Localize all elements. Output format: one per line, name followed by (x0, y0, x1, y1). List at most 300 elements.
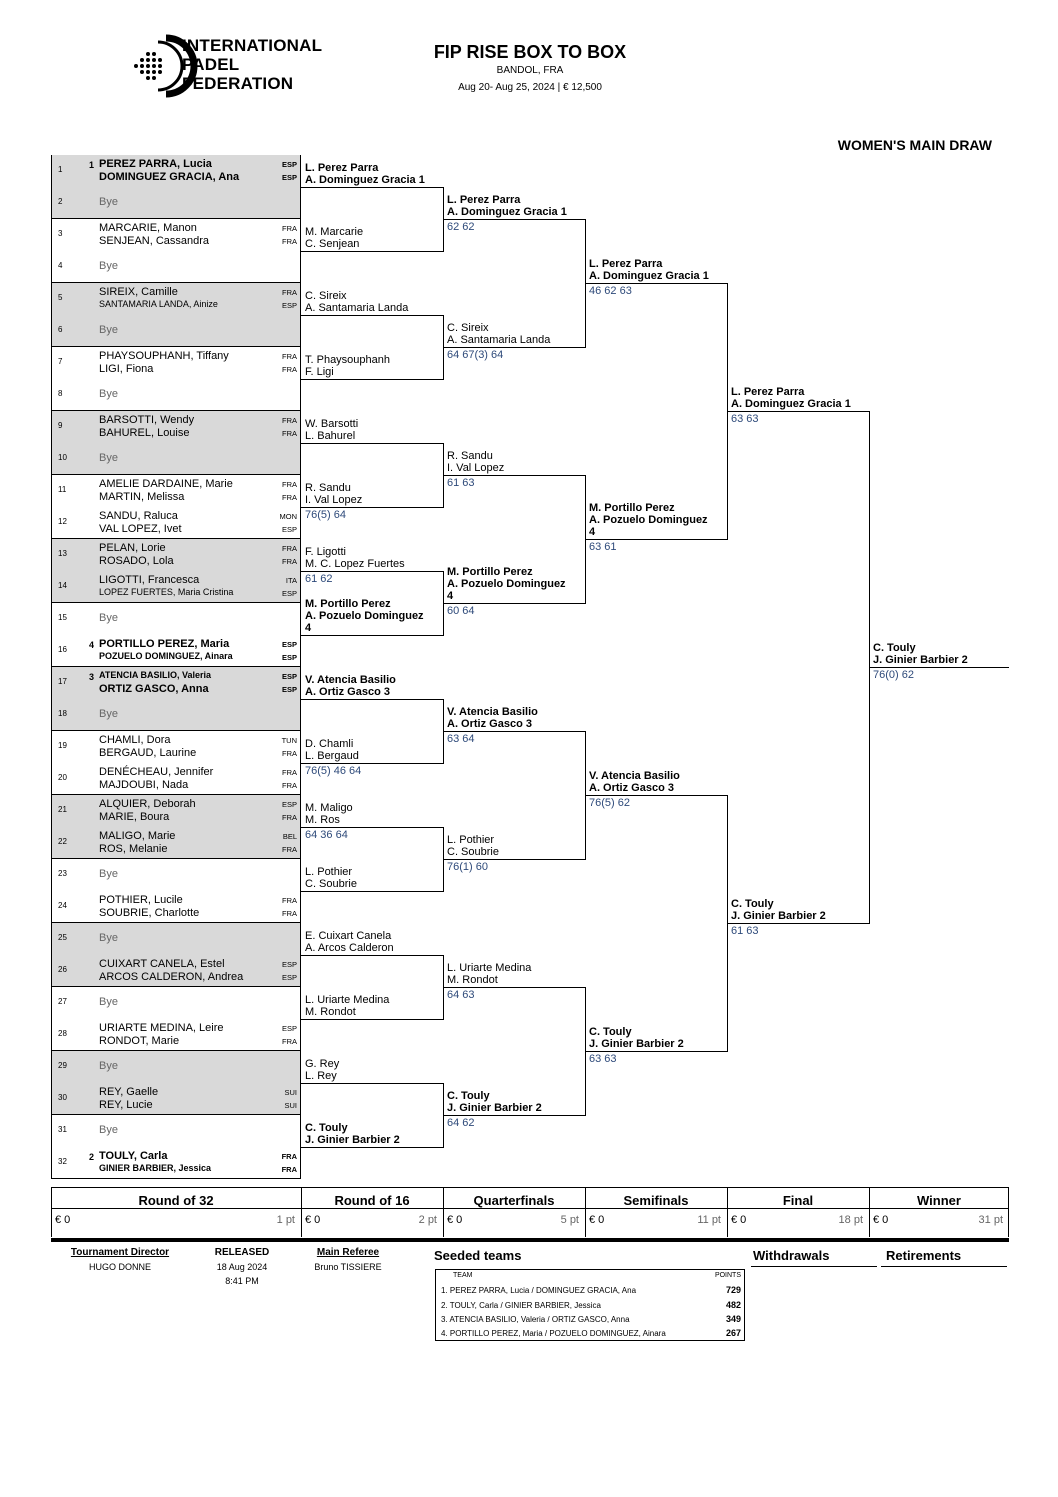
player-name: SOUBRIE, Charlotte (99, 907, 200, 919)
country-code: FRA (282, 429, 297, 438)
round-name: Winner (917, 1193, 961, 1208)
slot-number: 5 (58, 293, 63, 302)
slot-number: 18 (58, 709, 67, 718)
slot-number: 25 (58, 933, 67, 942)
round16-line (301, 699, 443, 700)
player-name: PORTILLO PEREZ, Maria (99, 638, 230, 650)
draw-slot (51, 795, 301, 827)
semifinals_in-team-line2: A. Dominguez Gracia 1 (589, 270, 709, 282)
round-prize: € 0 (447, 1214, 463, 1226)
player-name: TOULY, Carla (99, 1150, 168, 1162)
round16-score: 76(5) 46 64 (305, 765, 362, 777)
semifinals_in-line (585, 539, 727, 540)
seeded-row-team: 4. PORTILLO PEREZ, Maria / POZUELO DOMINGUEZ, Ainara (441, 1329, 666, 1338)
quarterfinals_in-line (443, 347, 585, 348)
quarterfinals_in-team-line1: L. Uriarte Medina (447, 962, 532, 974)
slot-number: 23 (58, 869, 67, 878)
player-name: BAHUREL, Louise (99, 427, 190, 439)
quarterfinals_in-team-line1: C. Touly (447, 1090, 490, 1102)
round16-team-line1: L. Uriarte Medina (305, 994, 390, 1006)
tournament-dates: Aug 20- Aug 25, 2024 | € 12,500 (458, 82, 602, 93)
draw-slot (51, 187, 301, 219)
slot-number: 17 (58, 677, 67, 686)
player-name: ROS, Melanie (99, 843, 168, 855)
semifinals_in-team-line1: L. Perez Parra (589, 258, 663, 270)
quarterfinals_in-team-line1: L. Pothier (447, 834, 495, 846)
country-code: FRA (281, 1152, 297, 1161)
seed-number: 3 (89, 672, 95, 682)
slot-number: 27 (58, 997, 67, 1006)
country-code: ESP (281, 672, 297, 681)
round16-score: 61 62 (305, 573, 333, 585)
quarterfinals_in-team-line2: A. Santamaria Landa (447, 334, 551, 346)
round16-team-line2: A. Arcos Calderon (305, 942, 394, 954)
round16-team-line1: C. Sireix (305, 290, 347, 302)
seeded-row-points: 729 (725, 1285, 741, 1295)
slot-number: 22 (58, 837, 67, 846)
round16-team-line2: M. Ros (305, 814, 340, 826)
player-name: MAJDOUBI, Nada (99, 779, 189, 791)
country-code: ESP (281, 525, 297, 534)
country-code: FRA (282, 813, 297, 822)
round16-team-line2: L. Bahurel (305, 430, 356, 442)
round16-team-line2: F. Ligi (305, 366, 334, 378)
country-code: FRA (282, 557, 297, 566)
country-code: ESP (281, 960, 297, 969)
referee-name: Bruno TISSIERE (314, 1262, 382, 1272)
country-code: FRA (282, 352, 297, 361)
bye-label: Bye (99, 388, 118, 400)
round-points: 1 pt (276, 1214, 295, 1226)
draw-slot (51, 667, 301, 699)
player-name: BARSOTTI, Wendy (99, 414, 195, 426)
seeded-title: Seeded teams (434, 1248, 522, 1263)
country-code: SUI (284, 1101, 297, 1110)
round16-line (301, 1147, 443, 1148)
player-name: LOPEZ FUERTES, Maria Cristina (99, 587, 234, 597)
draw-slot (51, 923, 301, 955)
quarterfinals_in-team-line2: A. Dominguez Gracia 1 (447, 206, 567, 218)
slot-number: 13 (58, 549, 67, 558)
final_in-team-line1: C. Touly (731, 898, 774, 910)
slot-number: 7 (58, 357, 63, 366)
slot-number: 31 (58, 1125, 67, 1134)
draw-slot (51, 1147, 301, 1179)
player-name: BERGAUD, Laurine (99, 747, 197, 759)
player-name: POZUELO DOMINGUEZ, Ainara (99, 651, 233, 661)
player-name: PELAN, Lorie (99, 542, 166, 554)
round16-line (301, 891, 443, 892)
round16-team-line2: L. Bergaud (305, 750, 359, 762)
draw-slot (51, 987, 301, 1019)
draw-slot (51, 539, 301, 571)
slot-number: 24 (58, 901, 67, 910)
director-label: Tournament Director (70, 1247, 170, 1258)
draw-slot (51, 475, 301, 507)
round-prize: € 0 (589, 1214, 605, 1226)
round16-team-line2: A. Pozuelo Dominguez (305, 610, 424, 622)
round16-team-line2: J. Ginier Barbier 2 (305, 1134, 400, 1146)
round-name: Semifinals (623, 1193, 689, 1208)
seed-number: 1 (89, 160, 95, 170)
draw-slot (51, 635, 301, 667)
round-points: 2 pt (418, 1214, 437, 1226)
draw-slot (51, 443, 301, 475)
director-name: HUGO DONNE (88, 1262, 151, 1272)
semifinals_in-line (585, 795, 727, 796)
country-code: ESP (281, 653, 297, 662)
semifinals_in-seed: 4 (589, 526, 596, 538)
round16-line (301, 443, 443, 444)
slot-number: 12 (58, 517, 67, 526)
round-points: 5 pt (560, 1214, 579, 1226)
seeded-row-points: 267 (725, 1328, 741, 1338)
final_in-team-line1: L. Perez Parra (731, 386, 805, 398)
player-name: POTHIER, Lucile (99, 894, 183, 906)
slot-number: 29 (58, 1061, 67, 1070)
draw-name: WOMEN'S MAIN DRAW (837, 137, 992, 153)
round16-team-line2: A. Ortiz Gasco 3 (305, 686, 390, 698)
draw-slot (51, 411, 301, 443)
round-name: Final (782, 1193, 814, 1208)
country-code: FRA (282, 224, 297, 233)
bye-label: Bye (99, 612, 118, 624)
slot-number: 19 (58, 741, 67, 750)
bye-label: Bye (99, 868, 118, 880)
player-name: AMELIE DARDAINE, Marie (99, 478, 233, 490)
footer-bottom-rule (51, 1238, 1009, 1242)
seeded-table (435, 1269, 745, 1341)
country-code: FRA (282, 896, 297, 905)
country-code: SUI (284, 1088, 297, 1097)
player-name: URIARTE MEDINA, Leire (99, 1022, 224, 1034)
draw-slot (51, 571, 301, 603)
round16-team-line2: M. C. Lopez Fuertes (305, 558, 405, 570)
round-prize: € 0 (873, 1214, 889, 1226)
bye-label: Bye (99, 452, 118, 464)
final_in-score: 61 63 (731, 925, 759, 937)
country-code: FRA (282, 749, 297, 758)
semifinals_in-team-line1: C. Touly (589, 1026, 632, 1038)
slot-number: 6 (58, 325, 63, 334)
quarterfinals_in-line (443, 603, 585, 604)
player-name: SANTAMARIA LANDA, Ainize (99, 299, 218, 309)
round-points: 11 pt (697, 1214, 721, 1226)
country-code: FRA (282, 544, 297, 553)
quarterfinals_in-team-line2: J. Ginier Barbier 2 (447, 1102, 542, 1114)
slot-number: 3 (58, 229, 63, 238)
round16-line (301, 315, 443, 316)
draw-slot (51, 763, 301, 795)
quarterfinals_in-seed: 4 (447, 590, 454, 602)
semifinals_in-score: 63 61 (589, 541, 617, 553)
seeded-row-points: 482 (725, 1300, 741, 1310)
country-code: FRA (282, 909, 297, 918)
slot-number: 11 (58, 485, 67, 494)
winner-team-line2: J. Ginier Barbier 2 (873, 654, 968, 666)
draw-slot (51, 379, 301, 411)
bye-label: Bye (99, 324, 118, 336)
player-name: ALQUIER, Deborah (99, 798, 196, 810)
withdrawals-underline (751, 1266, 877, 1267)
semifinals_in-team-line2: A. Ortiz Gasco 3 (589, 782, 674, 794)
player-name: CUIXART CANELA, Estel (99, 958, 225, 970)
semifinals_in-line (585, 283, 727, 284)
round16-team-line1: F. Ligotti (305, 546, 346, 558)
seeded-col-points: POINTS (714, 1272, 741, 1279)
quarterfinals_in-line (443, 475, 585, 476)
round16-line (301, 571, 443, 572)
slot-number: 1 (58, 165, 63, 174)
round16-team-line1: R. Sandu (305, 482, 351, 494)
bye-label: Bye (99, 1124, 118, 1136)
round16-line (301, 251, 443, 252)
country-code: FRA (281, 1165, 297, 1174)
country-code: FRA (282, 480, 297, 489)
round16-team-line2: L. Rey (305, 1070, 337, 1082)
footer-right-border (1008, 1187, 1009, 1237)
final_in-team-line2: J. Ginier Barbier 2 (731, 910, 826, 922)
player-name: SIREIX, Camille (99, 286, 178, 298)
semifinals_in-line (585, 1051, 727, 1052)
draw-slot (51, 731, 301, 763)
quarterfinals_in-team-line1: M. Portillo Perez (447, 566, 533, 578)
player-name: GINIER BARBIER, Jessica (99, 1163, 212, 1173)
country-code: ESP (281, 685, 297, 694)
round16-line (301, 955, 443, 956)
player-name: REY, Lucie (99, 1099, 153, 1111)
final_in-score: 63 63 (731, 413, 759, 425)
bye-label: Bye (99, 708, 118, 720)
round16-team-line2: C. Soubrie (305, 878, 357, 890)
country-code: FRA (282, 288, 297, 297)
semifinals_in-team-line2: A. Pozuelo Dominguez (589, 514, 708, 526)
draw-slot (51, 1083, 301, 1115)
player-name: REY, Gaelle (99, 1086, 159, 1098)
round16-team-line1: V. Atencia Basilio (305, 674, 396, 686)
quarterfinals_in-team-line1: C. Sireix (447, 322, 489, 334)
country-code: ITA (285, 576, 297, 585)
round-points: 31 pt (978, 1214, 1003, 1226)
semifinals_in-team-line1: M. Portillo Perez (589, 502, 675, 514)
country-code: FRA (282, 493, 297, 502)
bye-label: Bye (99, 260, 118, 272)
round16-team-line1: T. Phaysouphanh (305, 354, 391, 366)
round16-team-line1: L. Perez Parra (305, 162, 379, 174)
released-time: 8:41 PM (225, 1276, 259, 1286)
quarterfinals_in-team-line2: C. Soubrie (447, 846, 499, 858)
slot-number: 10 (58, 453, 67, 462)
final_in-line (727, 923, 869, 924)
round-name: Round of 16 (334, 1193, 410, 1208)
draw-slot (51, 347, 301, 379)
tournament-location: BANDOL, FRA (496, 65, 564, 76)
quarterfinals_in-score: 64 67(3) 64 (447, 349, 504, 361)
round16-line (301, 827, 443, 828)
retirements-underline (881, 1266, 1007, 1267)
country-code: FRA (282, 781, 297, 790)
round-prize: € 0 (305, 1214, 321, 1226)
draw-slot (51, 859, 301, 891)
winner-team-line1: C. Touly (873, 642, 916, 654)
player-name: MALIGO, Marie (99, 830, 176, 842)
quarterfinals_in-team-line2: I. Val Lopez (447, 462, 505, 474)
player-name: CHAMLI, Dora (99, 734, 171, 746)
round16-line (301, 379, 443, 380)
slot-number: 8 (58, 389, 63, 398)
player-name: DENÉCHEAU, Jennifer (99, 766, 214, 778)
round16-team-line2: A. Dominguez Gracia 1 (305, 174, 425, 186)
semifinals_in-score: 63 63 (589, 1053, 617, 1065)
country-code: ESP (281, 301, 297, 310)
quarterfinals_in-score: 62 62 (447, 221, 475, 233)
slot-number: 9 (58, 421, 63, 430)
round16-team-line1: M. Marcarie (305, 226, 364, 238)
draw-slot (51, 1115, 301, 1147)
round16-line (301, 1019, 443, 1020)
country-code: TUN (281, 736, 297, 745)
referee-label: Main Referee (316, 1247, 380, 1258)
final_in-team-line2: A. Dominguez Gracia 1 (731, 398, 851, 410)
slot-number: 26 (58, 965, 67, 974)
bye-label: Bye (99, 996, 118, 1008)
player-name: LIGOTTI, Francesca (99, 574, 200, 586)
round16-seed: 4 (305, 622, 312, 634)
bye-label: Bye (99, 932, 118, 944)
final_in-line (727, 411, 869, 412)
slot-number: 28 (58, 1029, 67, 1038)
slot-number: 4 (58, 261, 63, 270)
winner-score: 76(0) 62 (873, 669, 914, 681)
slot-number: 16 (58, 645, 67, 654)
country-code: ESP (281, 973, 297, 982)
round-points: 18 pt (838, 1214, 863, 1226)
draw-slot (51, 827, 301, 859)
bye-label: Bye (99, 196, 118, 208)
player-name: MARCARIE, Manon (99, 222, 197, 234)
round16-team-line2: M. Rondot (305, 1006, 356, 1018)
quarterfinals_in-team-line2: A. Pozuelo Dominguez (447, 578, 566, 590)
seeded-row-team: 2. TOULY, Carla / GINIER BARBIER, Jessica (441, 1301, 601, 1310)
player-name: PEREZ PARRA, Lucia (99, 158, 212, 170)
country-code: ESP (281, 800, 297, 809)
player-name: SENJEAN, Cassandra (99, 235, 210, 247)
quarterfinals_in-team-line1: R. Sandu (447, 450, 493, 462)
seeded-row-team: 1. PEREZ PARRA, Lucia / DOMINGUEZ GRACIA, Ana (441, 1286, 637, 1295)
draw-slot (51, 699, 301, 731)
withdrawals-title: Withdrawals (753, 1248, 830, 1263)
draw-slot (51, 507, 301, 539)
quarterfinals_in-score: 60 64 (447, 605, 475, 617)
seed-number: 4 (89, 640, 95, 650)
country-code: ESP (281, 589, 297, 598)
round16-line (301, 187, 443, 188)
draw-slot (51, 315, 301, 347)
country-code: ESP (281, 640, 297, 649)
footer-mid-line (51, 1208, 1009, 1209)
seeded-col-team: TEAM (453, 1272, 473, 1279)
seeded-row-points: 349 (725, 1314, 741, 1324)
draw-slot (51, 603, 301, 635)
player-name: MARTIN, Melissa (99, 491, 185, 503)
player-name: RONDOT, Marie (99, 1035, 180, 1047)
semifinals_in-score: 76(5) 62 (589, 797, 630, 809)
tournament-title: FIP RISE BOX TO BOX (433, 42, 627, 62)
round16-line (301, 1083, 443, 1084)
slot-number: 21 (58, 805, 67, 814)
quarterfinals_in-line (443, 219, 585, 220)
winner-line (869, 667, 1009, 668)
draw-slot (51, 251, 301, 283)
country-code: FRA (282, 768, 297, 777)
draw-slot (51, 1019, 301, 1051)
round-name: Round of 32 (138, 1193, 214, 1208)
player-name: PHAYSOUPHANH, Tiffany (99, 350, 229, 362)
round-prize: € 0 (731, 1214, 747, 1226)
round16-team-line1: W. Barsotti (305, 418, 359, 430)
draw-slot (51, 283, 301, 315)
country-code: FRA (282, 365, 297, 374)
slot-number: 15 (58, 613, 67, 622)
quarterfinals_in-line (443, 859, 585, 860)
round16-team-line2: I. Val Lopez (305, 494, 363, 506)
country-code: FRA (282, 1037, 297, 1046)
ipf-logo-text: INTERNATIONAL PADEL FEDERATION (182, 36, 323, 93)
country-code: FRA (282, 237, 297, 246)
draw-slot (51, 955, 301, 987)
quarterfinals_in-team-line1: L. Perez Parra (447, 194, 521, 206)
country-code: FRA (282, 416, 297, 425)
player-name: MARIE, Boura (99, 811, 170, 823)
semifinals_in-score: 46 62 63 (589, 285, 632, 297)
country-code: ESP (281, 160, 297, 169)
retirements-title: Retirements (886, 1248, 962, 1263)
player-name: ARCOS CALDERON, Andrea (99, 971, 244, 983)
slot-number: 20 (58, 773, 67, 782)
round16-line (301, 763, 443, 764)
player-name: DOMINGUEZ GRACIA, Ana (99, 171, 240, 183)
round-name: Quarterfinals (473, 1193, 555, 1208)
country-code: FRA (282, 845, 297, 854)
player-name: ROSADO, Lola (99, 555, 174, 567)
country-code: ESP (281, 1024, 297, 1033)
round16-team-line1: E. Cuixart Canela (305, 930, 392, 942)
quarterfinals_in-score: 64 63 (447, 989, 475, 1001)
semifinals_in-team-line1: V. Atencia Basilio (589, 770, 680, 782)
draw-slot (51, 155, 301, 187)
player-name: VAL LOPEZ, Ivet (99, 523, 182, 535)
round16-team-line1: C. Touly (305, 1122, 348, 1134)
quarterfinals_in-team-line1: V. Atencia Basilio (447, 706, 538, 718)
quarterfinals_in-team-line2: A. Ortiz Gasco 3 (447, 718, 532, 730)
slot-number: 14 (58, 581, 67, 590)
quarterfinals_in-line (443, 987, 585, 988)
country-code: ESP (281, 173, 297, 182)
draw-slot (51, 219, 301, 251)
round16-line (301, 507, 443, 508)
round-prize: € 0 (55, 1214, 71, 1226)
round16-line (301, 635, 443, 636)
quarterfinals_in-score: 64 62 (447, 1117, 475, 1129)
quarterfinals_in-score: 76(1) 60 (447, 861, 488, 873)
country-code: MON (279, 512, 297, 521)
player-name: ATENCIA BASILIO, Valeria (99, 670, 212, 680)
slot-number: 32 (58, 1157, 67, 1166)
seed-number: 2 (89, 1152, 95, 1162)
player-name: SANDU, Raluca (99, 510, 178, 522)
round16-team-line1: M. Portillo Perez (305, 598, 391, 610)
round16-team-line2: C. Senjean (305, 238, 360, 250)
